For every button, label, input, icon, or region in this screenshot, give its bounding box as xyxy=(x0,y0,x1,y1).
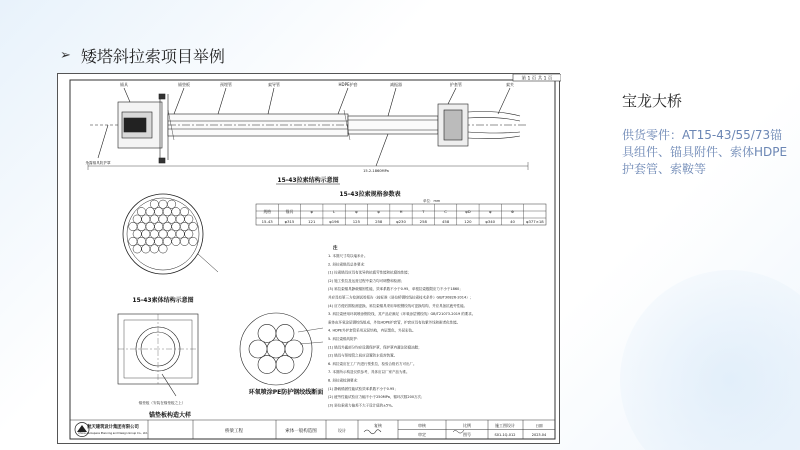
table-cell: 40 xyxy=(510,219,515,224)
strand xyxy=(137,207,145,215)
date: 2023.04 xyxy=(531,433,547,437)
strand xyxy=(146,222,154,230)
title-param: 15-43拉索规格参数表 xyxy=(339,191,401,198)
note-line: 7. 本图所示构造仅供参考，具体应以厂家产品为准。 xyxy=(328,370,410,375)
note-line: 3. 斜拉索使用环氧喷涂钢绞线，其产品应满足《环氧涂层钢绞线》GB/T21073-2019 的要求。 xyxy=(328,312,476,317)
table-header-cell: T xyxy=(422,209,425,214)
strand xyxy=(180,207,188,215)
sheet-number: 第 1 页 共 1 页 xyxy=(521,76,553,82)
table-cell: φ340 xyxy=(485,219,496,224)
strand xyxy=(129,222,137,230)
strand xyxy=(159,200,167,208)
strand xyxy=(146,207,154,215)
callout-label: 预埋管 xyxy=(220,82,232,87)
callout-label: 锚具 xyxy=(120,82,128,87)
table-header-cell: Φ xyxy=(511,209,515,214)
note-line: (1) 静载锚固性能试验效率系数不小于0.95； xyxy=(328,386,398,391)
note-line: 6. 斜拉索应在工厂内进行预张拉，检验合格后方可出厂。 xyxy=(328,361,417,366)
strand xyxy=(142,230,150,238)
table-cell: 258 xyxy=(419,219,427,224)
note-line: (2) 疲劳性能试验应力幅不小于250MPa，循环次数200万次； xyxy=(328,395,425,400)
strand xyxy=(163,237,171,245)
table-header-cell: φ xyxy=(310,209,314,214)
cable-elevation xyxy=(88,88,528,170)
cable-cross-section xyxy=(123,194,218,274)
project-name: 桥梁工程 xyxy=(225,429,243,434)
callout-left: 外露锚具防护罩 xyxy=(85,161,111,165)
design-label: 设计 xyxy=(338,428,346,433)
bullet-arrow-icon: ➢ xyxy=(60,48,71,63)
drawing-canvas xyxy=(58,74,561,445)
callout-label: 锚垫板 xyxy=(178,82,190,87)
signature-design xyxy=(364,430,381,434)
note-line: 1. 本图尺寸均以毫米计。 xyxy=(328,254,368,258)
plate-note: 锚垫板（安装在锚垫板之上） xyxy=(138,401,186,405)
param-table xyxy=(256,204,546,225)
strand xyxy=(133,245,141,253)
wire xyxy=(258,324,276,342)
table-cell: φ196 xyxy=(329,219,339,224)
strand xyxy=(189,222,197,230)
param-unit: 单位：mm xyxy=(423,199,441,203)
strand xyxy=(155,237,163,245)
title-hdpe: 环氧喷涂PE防护钢绞线断面 xyxy=(248,389,324,396)
check-label: 审核 xyxy=(418,423,426,428)
supply-description: 供货零件：AT15-43/55/73锚具组件、锚具附件、索体HDPE护套管、索鞍等 xyxy=(622,128,788,176)
strand xyxy=(133,215,141,223)
company-name-en: China Aerospace Planning and Design Group Co., Ltd. xyxy=(78,432,148,435)
note-line: (2) 施工张拉及运营过程中索力均可调整和检测； xyxy=(328,278,405,283)
note-line: (1) 锚具外露部分均应设置保护罩，保护罩内灌注防腐油脂； xyxy=(328,345,422,350)
wire xyxy=(249,340,267,358)
approve-label: 审定 xyxy=(418,432,426,437)
hdpe-strand-section xyxy=(240,313,323,385)
strand xyxy=(159,215,167,223)
drawing-no-label: 图号 xyxy=(463,432,471,437)
table-cell: 121 xyxy=(308,219,316,224)
wire xyxy=(267,340,285,358)
callout-label: 索导管 xyxy=(268,82,280,87)
table-header-cell: φD xyxy=(465,209,471,214)
slide-title xyxy=(60,44,225,67)
bridge-name: 宝龙大桥 xyxy=(622,92,683,110)
strand xyxy=(150,245,158,253)
strand xyxy=(155,207,163,215)
note-line: 8. 斜拉索检测要求： xyxy=(328,378,361,383)
callout-label: 索夹 xyxy=(506,82,514,87)
background-decoration xyxy=(620,270,800,450)
slide-title-text: 矮塔斜拉索项目举例 xyxy=(80,47,225,66)
strand xyxy=(159,245,167,253)
strand xyxy=(176,215,184,223)
strand xyxy=(167,230,175,238)
scale-label: 比例 xyxy=(463,423,471,428)
table-header-cell: L xyxy=(333,209,336,214)
strand xyxy=(180,222,188,230)
table-cell: 120 xyxy=(464,219,472,224)
table-header-cell: H xyxy=(399,209,403,214)
note-line: (4) 应方便后期检测更换，斜拉索锚具采用单根钢绞线可更换结构，并应具备抗疲劳性能。 xyxy=(328,303,468,308)
notes-heading: 注 xyxy=(333,246,338,251)
strand xyxy=(172,237,180,245)
strand xyxy=(155,222,163,230)
note-line: 4. HDPE外护套管采用双层结构，内层黑色，外层彩色。 xyxy=(328,328,416,333)
note-line: 2. 斜拉索锚具总体要求： xyxy=(328,262,368,267)
strand xyxy=(150,215,158,223)
table-header-cell: 锚具 xyxy=(285,209,294,214)
table-cell: 15-43 xyxy=(261,219,273,224)
wire xyxy=(258,356,276,374)
review-label: 复核 xyxy=(374,423,382,428)
note-line: 5. 斜拉索锚具防护： xyxy=(328,337,361,341)
wire xyxy=(285,340,303,358)
note-line: (2) 锚具与预埋管之间应设置防水密封装置。 xyxy=(328,353,398,358)
strand xyxy=(180,237,188,245)
company-name: 航天建筑设计集团有限公司 xyxy=(87,425,139,430)
strand xyxy=(172,222,180,230)
note-line: (1) 拉索锚具应具有优异的抗疲劳性能和抗腐蚀性能； xyxy=(328,270,412,275)
drawing-no: S01-1Q-012 xyxy=(494,433,516,437)
strand xyxy=(150,230,158,238)
strand xyxy=(176,230,184,238)
callout-dim: 15.2-1860MPa xyxy=(363,169,389,173)
table-cell: φ230 xyxy=(396,219,406,224)
strand xyxy=(142,215,150,223)
strand xyxy=(142,245,150,253)
table-cell: 125 xyxy=(352,219,361,224)
wire xyxy=(276,324,294,342)
wire xyxy=(276,356,294,374)
strand xyxy=(146,237,154,245)
strand xyxy=(185,230,193,238)
table-cell: 258 xyxy=(375,219,383,224)
strand xyxy=(137,237,145,245)
table-cell: φ377×18 xyxy=(525,219,544,224)
strand xyxy=(163,207,171,215)
title-main: 15-43拉索结构示意图 xyxy=(277,177,339,184)
phase-label: 施工图设计 xyxy=(495,423,515,428)
table-header-cell: φ xyxy=(355,209,358,214)
strand xyxy=(185,215,193,223)
strand xyxy=(137,222,145,230)
engineering-drawing xyxy=(57,73,560,444)
table-cell: φ315 xyxy=(284,219,295,224)
strand xyxy=(172,207,180,215)
side-panel xyxy=(622,90,792,178)
table-cell: 458 xyxy=(441,219,450,224)
note-line: 索体由环氧涂层钢绞线组成，外包HDPE护套管，护套应具有抗紫外线和耐老化性能。 xyxy=(328,320,461,325)
strand xyxy=(129,237,137,245)
table-header-cell: 规格 xyxy=(263,209,271,214)
title-plate: 锚垫板构造大样 xyxy=(148,412,192,419)
drawing-name: 索体一般构造图 xyxy=(285,429,317,434)
note-line: 并应具有第三方检测试验报告（按标准《斜拉桥钢绞线拉索技术条件》GB/T30826-2014）； xyxy=(328,295,474,300)
strand xyxy=(167,215,175,223)
callout-label: 减振器 xyxy=(390,82,402,87)
table-header-cell: φ xyxy=(488,209,492,214)
title-cross: 15-43索体结构示意图 xyxy=(132,297,194,304)
strand xyxy=(167,200,175,208)
strand xyxy=(163,222,171,230)
table-header-cell: C xyxy=(444,209,447,214)
strand xyxy=(189,237,197,245)
strand xyxy=(150,200,158,208)
date-label: 日期 xyxy=(535,424,543,428)
callout-label: 护套管 xyxy=(450,82,462,87)
strand xyxy=(133,230,141,238)
notes-block xyxy=(328,253,475,407)
note-line: (3) 斜拉索锚具静载锚固性能，效率系数不小于0.95，单根拉索极限应力不小于1860； xyxy=(328,287,463,292)
table-header-cell: φ xyxy=(377,209,380,214)
callout-label: HDPE护套 xyxy=(338,82,358,87)
note-line: (3) 斜拉索索力偏差不大于设计值的±5%。 xyxy=(328,403,396,408)
anchor-plate-detail xyxy=(118,314,198,396)
strand xyxy=(159,230,167,238)
